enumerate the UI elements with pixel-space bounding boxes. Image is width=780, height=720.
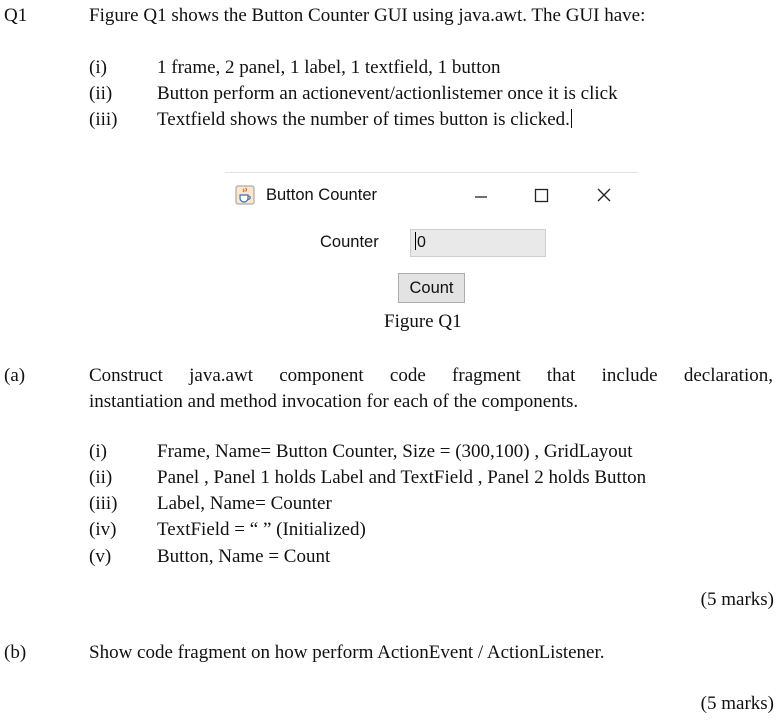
- list-item-text-with-cursor: [157, 109, 572, 131]
- part-b-text: Show code fragment on how perform ActionEvent / ActionListener.: [89, 642, 605, 663]
- minimize-icon[interactable]: [466, 183, 496, 209]
- list-item-marker: (iv): [89, 519, 117, 540]
- java-cup-icon: [235, 185, 255, 205]
- button-counter-window: [225, 172, 638, 311]
- list-item-text: 1 frame, 2 panel, 1 label, 1 textfield, 1 button: [157, 57, 501, 78]
- question-intro: Figure Q1 shows the Button Counter GUI using java.awt. The GUI have:: [89, 5, 646, 26]
- list-item-marker: (v): [89, 546, 112, 567]
- question-number: Q1: [4, 5, 28, 26]
- part-b-marker: (b): [4, 642, 27, 663]
- part-a-marker: (a): [4, 365, 26, 386]
- list-item-marker: (i): [89, 57, 107, 78]
- list-item-marker: (ii): [89, 467, 113, 488]
- list-item-marker: (iii): [89, 109, 118, 130]
- counter-value: 0: [417, 234, 426, 251]
- window-title: Button Counter: [266, 186, 377, 204]
- list-item-text: Textfield shows the number of times button is clicked.: [157, 109, 570, 130]
- text-cursor: [571, 109, 572, 128]
- part-a-marks: (5 marks): [700, 589, 774, 610]
- figure-caption: Figure Q1: [384, 311, 462, 332]
- window-titlebar: [225, 173, 638, 218]
- list-item-text: Label, Name= Counter: [157, 493, 332, 514]
- part-b-marks: (5 marks): [700, 693, 774, 714]
- counter-textfield[interactable]: [410, 229, 546, 257]
- list-item-text: Panel , Panel 1 holds Label and TextField , Panel 2 holds Button: [157, 467, 647, 488]
- text-caret: [415, 232, 416, 250]
- list-item-text: TextField = “ ” (Initialized): [157, 519, 366, 540]
- list-item-text: Button perform an actionevent/actionlistemer once it is click: [157, 83, 618, 104]
- list-item-marker: (iii): [89, 493, 118, 514]
- close-icon[interactable]: [589, 183, 619, 209]
- part-a-text-line2: instantiation and method invocation for each of the components.: [89, 391, 579, 412]
- counter-label: Counter: [320, 233, 379, 251]
- list-item-marker: (i): [89, 441, 107, 462]
- maximize-icon[interactable]: [527, 183, 557, 209]
- list-item-marker: (ii): [89, 83, 113, 104]
- list-item-text: Frame, Name= Button Counter, Size = (300,100) , GridLayout: [157, 441, 633, 462]
- count-button[interactable]: Count: [398, 273, 465, 303]
- part-a-text-line1: Construct java.awt component code fragment that include declaration,: [89, 365, 773, 386]
- list-item-text: Button, Name = Count: [157, 546, 331, 567]
